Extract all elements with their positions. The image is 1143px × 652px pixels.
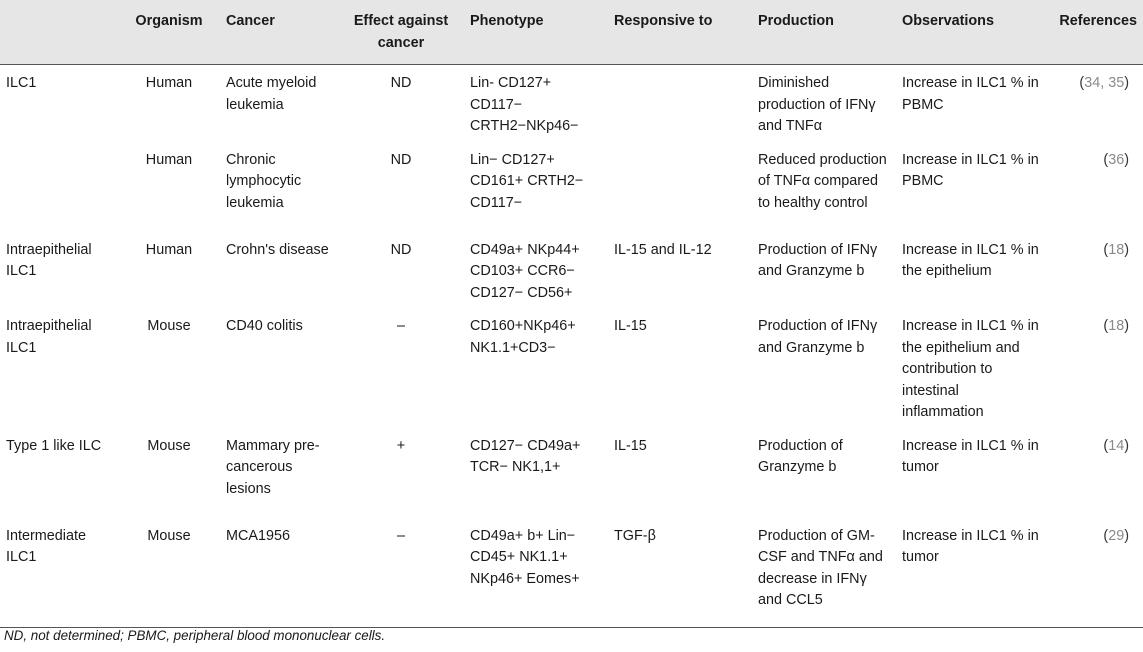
- cell-production: Diminished production of IFNγ and TNFα: [752, 65, 896, 142]
- cell-type: ILC1: [0, 65, 118, 142]
- cell-cancer: Mammary pre-cancerous lesions: [226, 437, 320, 497]
- cell-production: Production of IFNγ and Granzyme b: [758, 318, 878, 356]
- ref-open: (: [1103, 241, 1109, 258]
- cell-type: Intermediate ILC1: [0, 518, 118, 628]
- header-cell-type: [0, 0, 118, 65]
- cell-observations: Increase in ILC1 % in PBMC: [902, 151, 1039, 189]
- cell-phenotype: Lin- CD127+ CD117− CRTH2−NKp46−: [464, 65, 608, 142]
- ref-open: (: [1103, 151, 1109, 168]
- cell-responsive: [608, 65, 752, 142]
- cell-phenotype: CD49a+ b+ Lin− CD45+ NK1.1+ NKp46+ Eomes+: [464, 518, 608, 628]
- cell-type: Intraepithelial ILC1: [6, 318, 92, 356]
- ref-close: ): [1124, 241, 1129, 258]
- cell-effect: –: [338, 518, 464, 628]
- cell-effect: ND: [390, 151, 412, 168]
- cell-effect: –: [396, 318, 405, 334]
- cell-observations: Increase in ILC1 % in the epithelium: [902, 241, 1039, 279]
- cell-cancer: CD40 colitis: [226, 318, 303, 334]
- reference-link[interactable]: 29: [1108, 527, 1125, 544]
- ref-open: (: [1103, 437, 1109, 454]
- cell-references: [1046, 142, 1143, 232]
- cell-organism: Mouse: [147, 437, 191, 454]
- cell-references: [1046, 65, 1143, 142]
- table-row: [0, 142, 1143, 232]
- cell-phenotype: CD160+NKp46+ NK1.1+CD3−: [470, 318, 576, 356]
- header-references: References: [1059, 13, 1137, 29]
- ref-close: ): [1124, 318, 1129, 334]
- ref-open: (: [1079, 75, 1085, 91]
- table-row: [0, 518, 1143, 628]
- cell-type: Type 1 like ILC: [6, 437, 102, 454]
- header-organism: Organism: [135, 13, 203, 29]
- cell-organism: Human: [145, 151, 193, 168]
- cell-production: Production of Granzyme b: [758, 437, 843, 475]
- cell-responsive: [608, 142, 752, 232]
- cell-effect: ND: [390, 241, 412, 258]
- cell-production: Reduced production of TNFα compared to healthy control: [758, 151, 887, 211]
- cell-observations: Increase in ILC1 % in tumor: [902, 437, 1039, 475]
- cell-organism: Human: [145, 241, 193, 258]
- ref-close: ): [1124, 151, 1129, 168]
- cell-organism: Mouse: [147, 318, 191, 334]
- ref-open: (: [1103, 318, 1109, 334]
- cell-responsive: IL-15: [614, 437, 647, 454]
- cell-cancer: Acute myeloid leukemia: [220, 65, 338, 142]
- cell-organism: Mouse: [118, 518, 220, 628]
- table-header-row: [0, 0, 1143, 65]
- cell-production: Production of GM-CSF and TNFα and decrease in IFNγ and CCL5: [752, 518, 896, 628]
- header-observations: Observations: [902, 13, 994, 29]
- cell-responsive: TGF-β: [608, 518, 752, 628]
- cell-cancer: Chronic lymphocytic leukemia: [226, 151, 302, 211]
- reference-link[interactable]: 18: [1108, 241, 1125, 258]
- cell-type: [0, 142, 118, 232]
- ref-open: (: [1103, 527, 1109, 544]
- table-row: [0, 232, 1143, 309]
- cell-references: [1046, 428, 1143, 518]
- cell-responsive: IL-15 and IL-12: [614, 241, 712, 258]
- table-row: [0, 308, 1143, 428]
- header-responsive: Responsive to: [614, 13, 713, 29]
- reference-link[interactable]: 18: [1108, 318, 1125, 334]
- cell-references: [1046, 518, 1143, 628]
- cell-references: [1046, 232, 1143, 309]
- cell-cancer: Crohn's disease: [226, 241, 329, 258]
- table-row: [0, 428, 1143, 518]
- table-footnote: ND, not determined; PBMC, peripheral blood mononuclear cells.: [4, 628, 386, 643]
- cell-references: [1046, 308, 1143, 428]
- cell-observations: Increase in ILC1 % in tumor: [896, 518, 1046, 628]
- header-effect: Effect against cancer: [353, 13, 449, 51]
- ref-close: ): [1124, 527, 1129, 544]
- cell-observations: Increase in ILC1 % in the epithelium and contribution to intestinal inflammation: [902, 318, 1039, 420]
- cell-observations: Increase in ILC1 % in PBMC: [896, 65, 1046, 142]
- ref-close: ): [1124, 75, 1129, 91]
- cell-phenotype: CD49a+ NKp44+ CD103+ CCR6− CD127− CD56+: [470, 241, 580, 301]
- cell-production: Production of IFNγ and Granzyme b: [758, 241, 878, 279]
- ref-close: ): [1124, 437, 1129, 454]
- header-production: Production: [758, 13, 834, 29]
- table-row: [0, 65, 1143, 142]
- cell-effect: +: [396, 437, 406, 454]
- cell-cancer: MCA1956: [220, 518, 338, 628]
- cell-responsive: IL-15: [614, 318, 647, 334]
- reference-link[interactable]: 36: [1108, 151, 1125, 168]
- cell-organism: Human: [118, 65, 220, 142]
- cell-phenotype: CD127− CD49a+ TCR− NK1,1+: [470, 437, 581, 475]
- cell-effect: ND: [338, 65, 464, 142]
- reference-link[interactable]: 34, 35: [1084, 75, 1125, 91]
- reference-link[interactable]: 14: [1108, 437, 1125, 454]
- cell-type: Intraepithelial ILC1: [6, 241, 92, 279]
- header-cancer: Cancer: [226, 13, 275, 29]
- cell-phenotype: Lin− CD127+ CD161+ CRTH2− CD117−: [470, 151, 584, 211]
- header-phenotype: Phenotype: [470, 13, 544, 29]
